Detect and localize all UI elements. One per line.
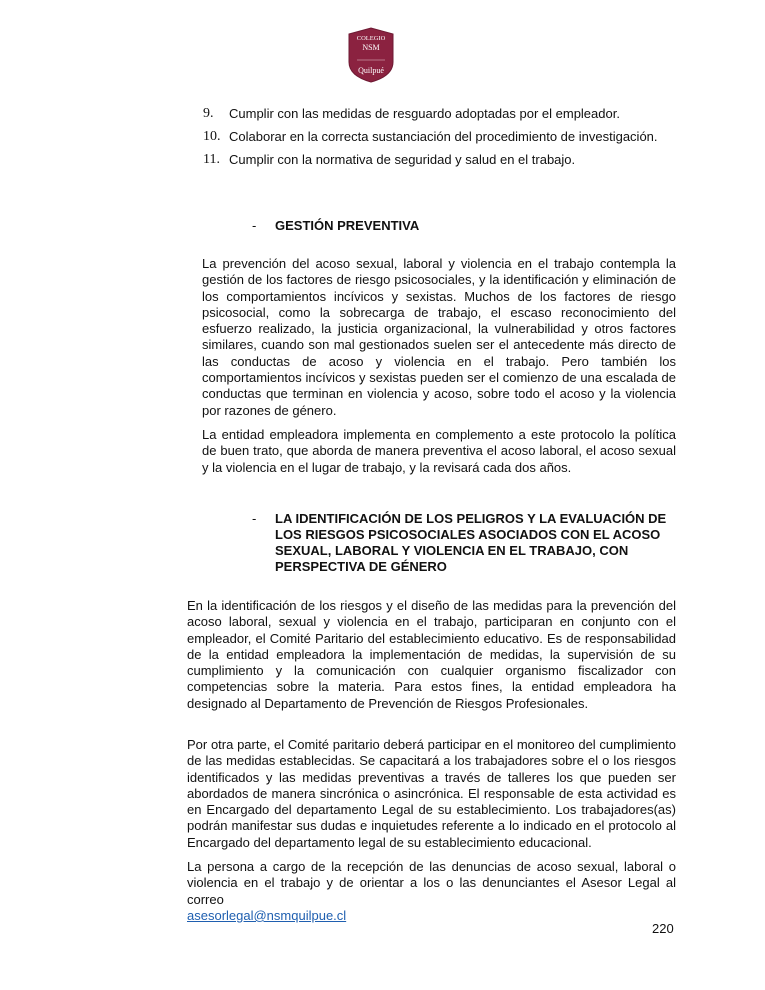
heading-dash: - bbox=[252, 218, 257, 233]
list-text: Cumplir con la normativa de seguridad y salud en el trabajo. bbox=[229, 152, 576, 167]
list-item bbox=[203, 152, 683, 168]
list-number: 11. bbox=[203, 152, 220, 167]
list-text: Colaborar en la correcta sustanciación del procedimiento de investigación. bbox=[229, 129, 658, 144]
email-link[interactable]: asesorlegal@nsmquilpue.cl bbox=[187, 907, 347, 923]
paragraph: La prevención del acoso sexual, laboral y violencia en el trabajo contempla la gestión de los factores de riesgo psicosociales, y la identificación y eliminación de los comportamientos incívicos y sexistas. Muchos de los factores de riesgo psicosocial, como la sobrecarga de trabajo, el escaso reconocimiento del esfuerzo realizado, la justicia organizacional, la vulnerabilidad y otros factores similares, cuando son mal gestionados suelen ser el antecedente más directo de las conductas de acoso y violencia en el trabajo. Pero también los comportamientos incívicos y sexistas pueden ser el comienzo de una escalada de conductas que terminan en violencia y acoso, sobre todo el acoso y la violencia por razones de género. bbox=[202, 256, 676, 418]
paragraph: Por otra parte, el Comité paritario deberá participar en el monitoreo del cumplimiento de las medidas establecidas. Se capacitará a los trabajadores sobre el o los riesgos identificados y las medidas preventivas a través de talleres los que pueden ser abordados de manera sincrónica o asincrónica. El responsable de esta actividad es en Encargado del departamento Legal de su establecimiento. Los trabajadores(as) podrán manifestar sus dudas e inquietudes referente a lo indicado en el protocolo al Encargado del departamento legal de su establecimiento educacional. bbox=[187, 737, 676, 850]
heading-text: GESTIÓN PREVENTIVA bbox=[275, 218, 420, 233]
list-number: 10. bbox=[203, 129, 221, 144]
paragraph: En la identificación de los riesgos y el diseño de las medidas para la prevención del acoso laboral, sexual y violencia en el trabajo, participaran en conjunto con el empleador, el Comité Paritario del establecimiento educativo. Es de responsabilidad de la entidad empleadora la implementación de medidas, la supervisión de su cumplimiento y la comunicación con cualquier organismo fiscalizador con competencias sobre la materia. Para estos fines, la entidad empleadora ha designado al Departamento de Prevención de Riesgos Profesionales. bbox=[187, 598, 676, 711]
list-number: 9. bbox=[203, 106, 214, 121]
page-number: 220 bbox=[652, 921, 674, 936]
contact-text: La persona a cargo de la recepción de las denuncias de acoso sexual, laboral o violencia en el trabajo y de orientar a los o las denunciantes el Asesor Legal al correo bbox=[187, 859, 676, 907]
logo-line3: Quilpué bbox=[358, 66, 384, 75]
list-item bbox=[203, 129, 683, 145]
paragraph: La entidad empleadora implementa en complemento a este protocolo la política de buen trato, que aborda de manera preventiva el acoso laboral, el acoso sexual y la violencia en el lugar de trabajo, y la revisará cada dos años. bbox=[202, 427, 676, 475]
section-heading-preventive bbox=[252, 218, 675, 234]
obligations-list bbox=[203, 106, 683, 175]
paragraph-contact bbox=[187, 859, 676, 924]
logo-line1: COLEGIO bbox=[356, 35, 386, 42]
list-item bbox=[203, 106, 683, 122]
logo-line2: NSM bbox=[362, 43, 380, 52]
list-text: Cumplir con las medidas de resguardo adoptadas por el empleador. bbox=[229, 106, 620, 121]
heading-text: LA IDENTIFICACIÓN DE LOS PELIGROS Y LA EVALUACIÓN DE LOS RIESGOS PSICOSOCIALES ASOCIADOS CON EL ACOSO SEXUAL, LABORAL Y VIOLENCIA EN EL TRABAJO, CON PERSPECTIVA DE GÉNERO bbox=[275, 511, 667, 574]
section-heading-risk-identification bbox=[252, 511, 675, 575]
school-logo bbox=[343, 26, 399, 84]
heading-dash: - bbox=[252, 511, 257, 526]
